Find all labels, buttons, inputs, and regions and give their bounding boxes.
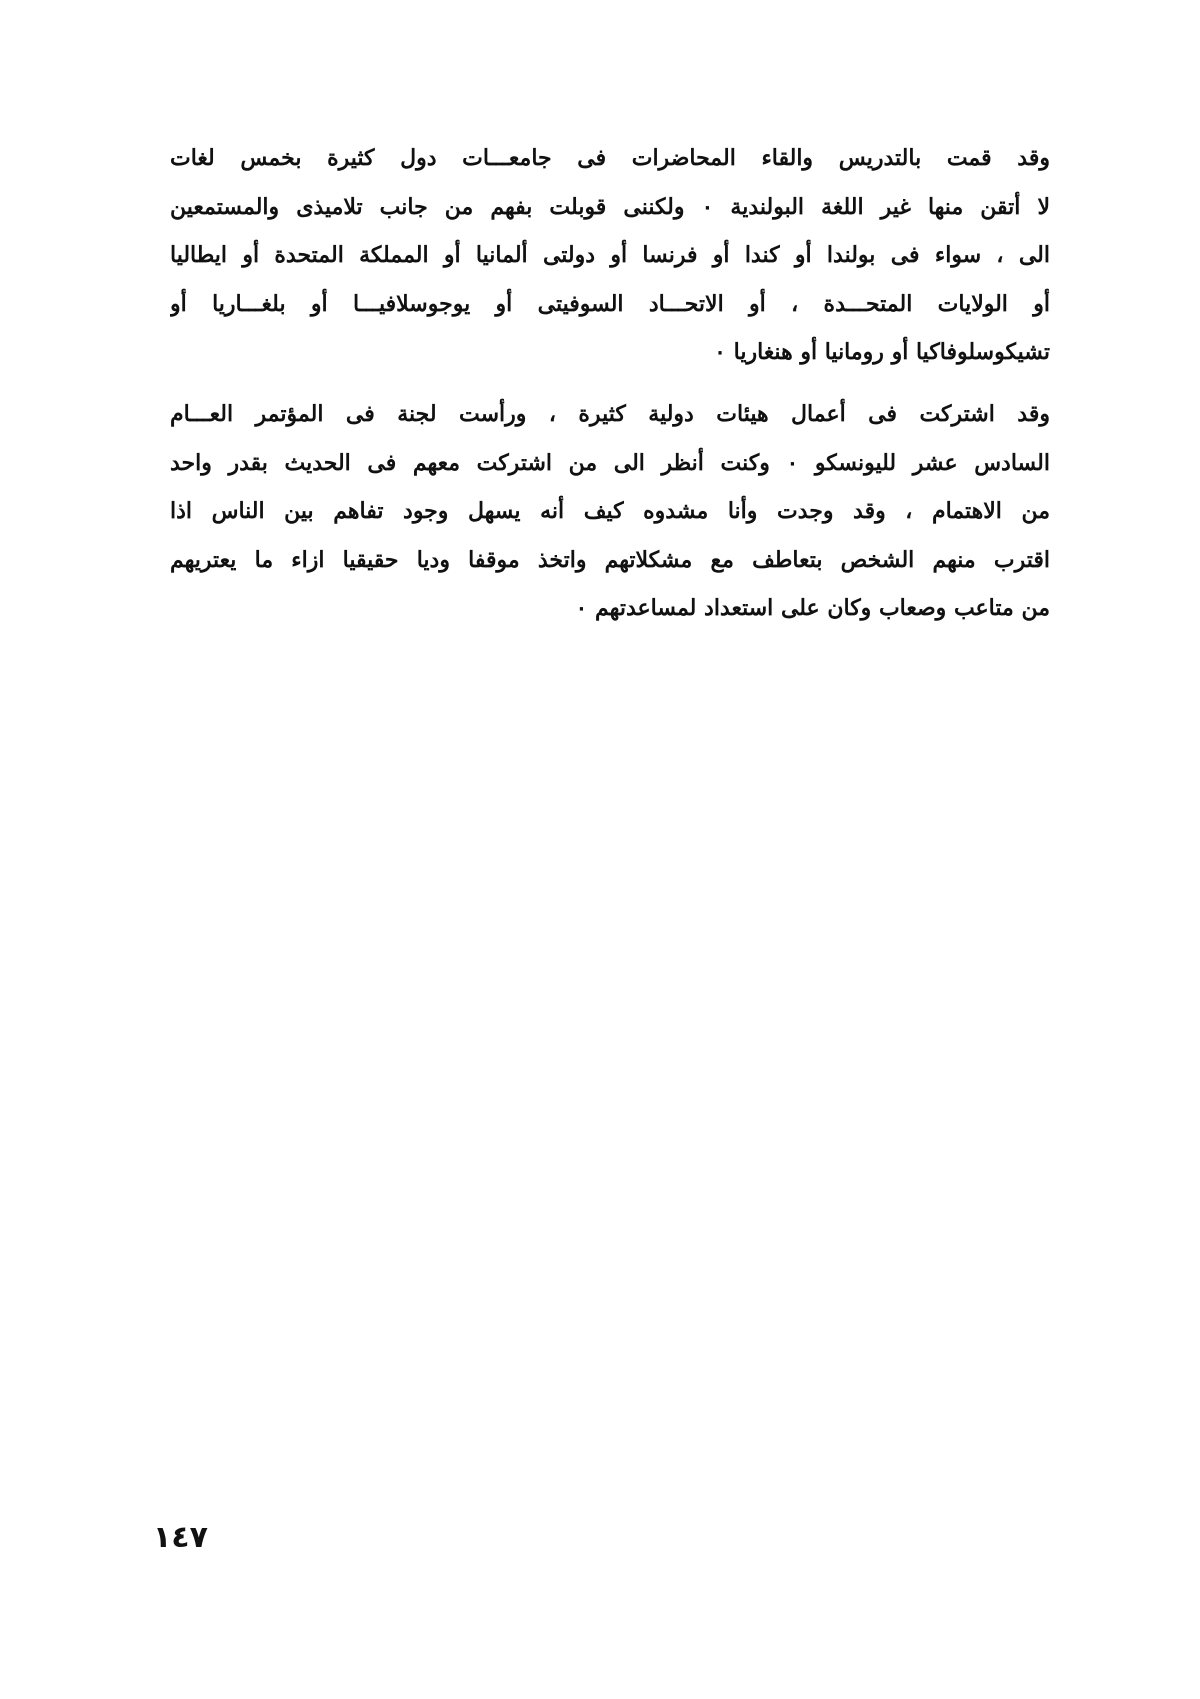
- paragraph-line: وقد اشتركت فى أعمال هيئات دولية كثيرة ، ورأست لجنة فى المؤتمر العـــام: [170, 401, 1050, 427]
- paragraph-2: [170, 390, 1050, 633]
- paragraph-line: الى ، سواء فى بولندا أو كندا أو فرنسا أو دولتى ألمانيا أو المملكة المتحدة أو ايطاليا: [170, 242, 1050, 268]
- paragraph-line: أو الولايات المتحـــدة ، أو الاتحـــاد السوفيتى أو يوجوسلافيـــا أو بلغـــاريا أو: [170, 290, 1050, 317]
- paragraph-1: [170, 134, 1050, 377]
- paragraph-line: تشيكوسلوفاكيا أو رومانيا أو هنغاريا ٠: [714, 339, 1050, 365]
- paragraph-line: من الاهتمام ، وقد وجدت وأنا مشدوه كيف أنه يسهل وجود تفاهم بين الناس اذا: [170, 498, 1050, 524]
- paragraph-line: وقد قمت بالتدريس والقاء المحاضرات فى جامعـــات دول كثيرة بخمس لغات: [170, 145, 1050, 171]
- paragraph-line: من متاعب وصعاب وكان على استعداد لمساعدتهم ٠: [575, 595, 1050, 621]
- paragraph-line: السادس عشر لليونسكو ٠ وكنت أنظر الى من اشتركت معهم فى الحديث بقدر واحد: [170, 449, 1050, 476]
- paragraph-line: لا أتقن منها غير اللغة البولندية ٠ ولكننى قوبلت بفهم من جانب تلاميذى والمستمعين: [170, 193, 1050, 220]
- paragraph-line: اقترب منهم الشخص بتعاطف مع مشكلاتهم واتخذ موقفا وديا حقيقيا ازاء ما يعتريهم: [170, 546, 1050, 573]
- page-number: ١٤٧: [153, 1520, 208, 1555]
